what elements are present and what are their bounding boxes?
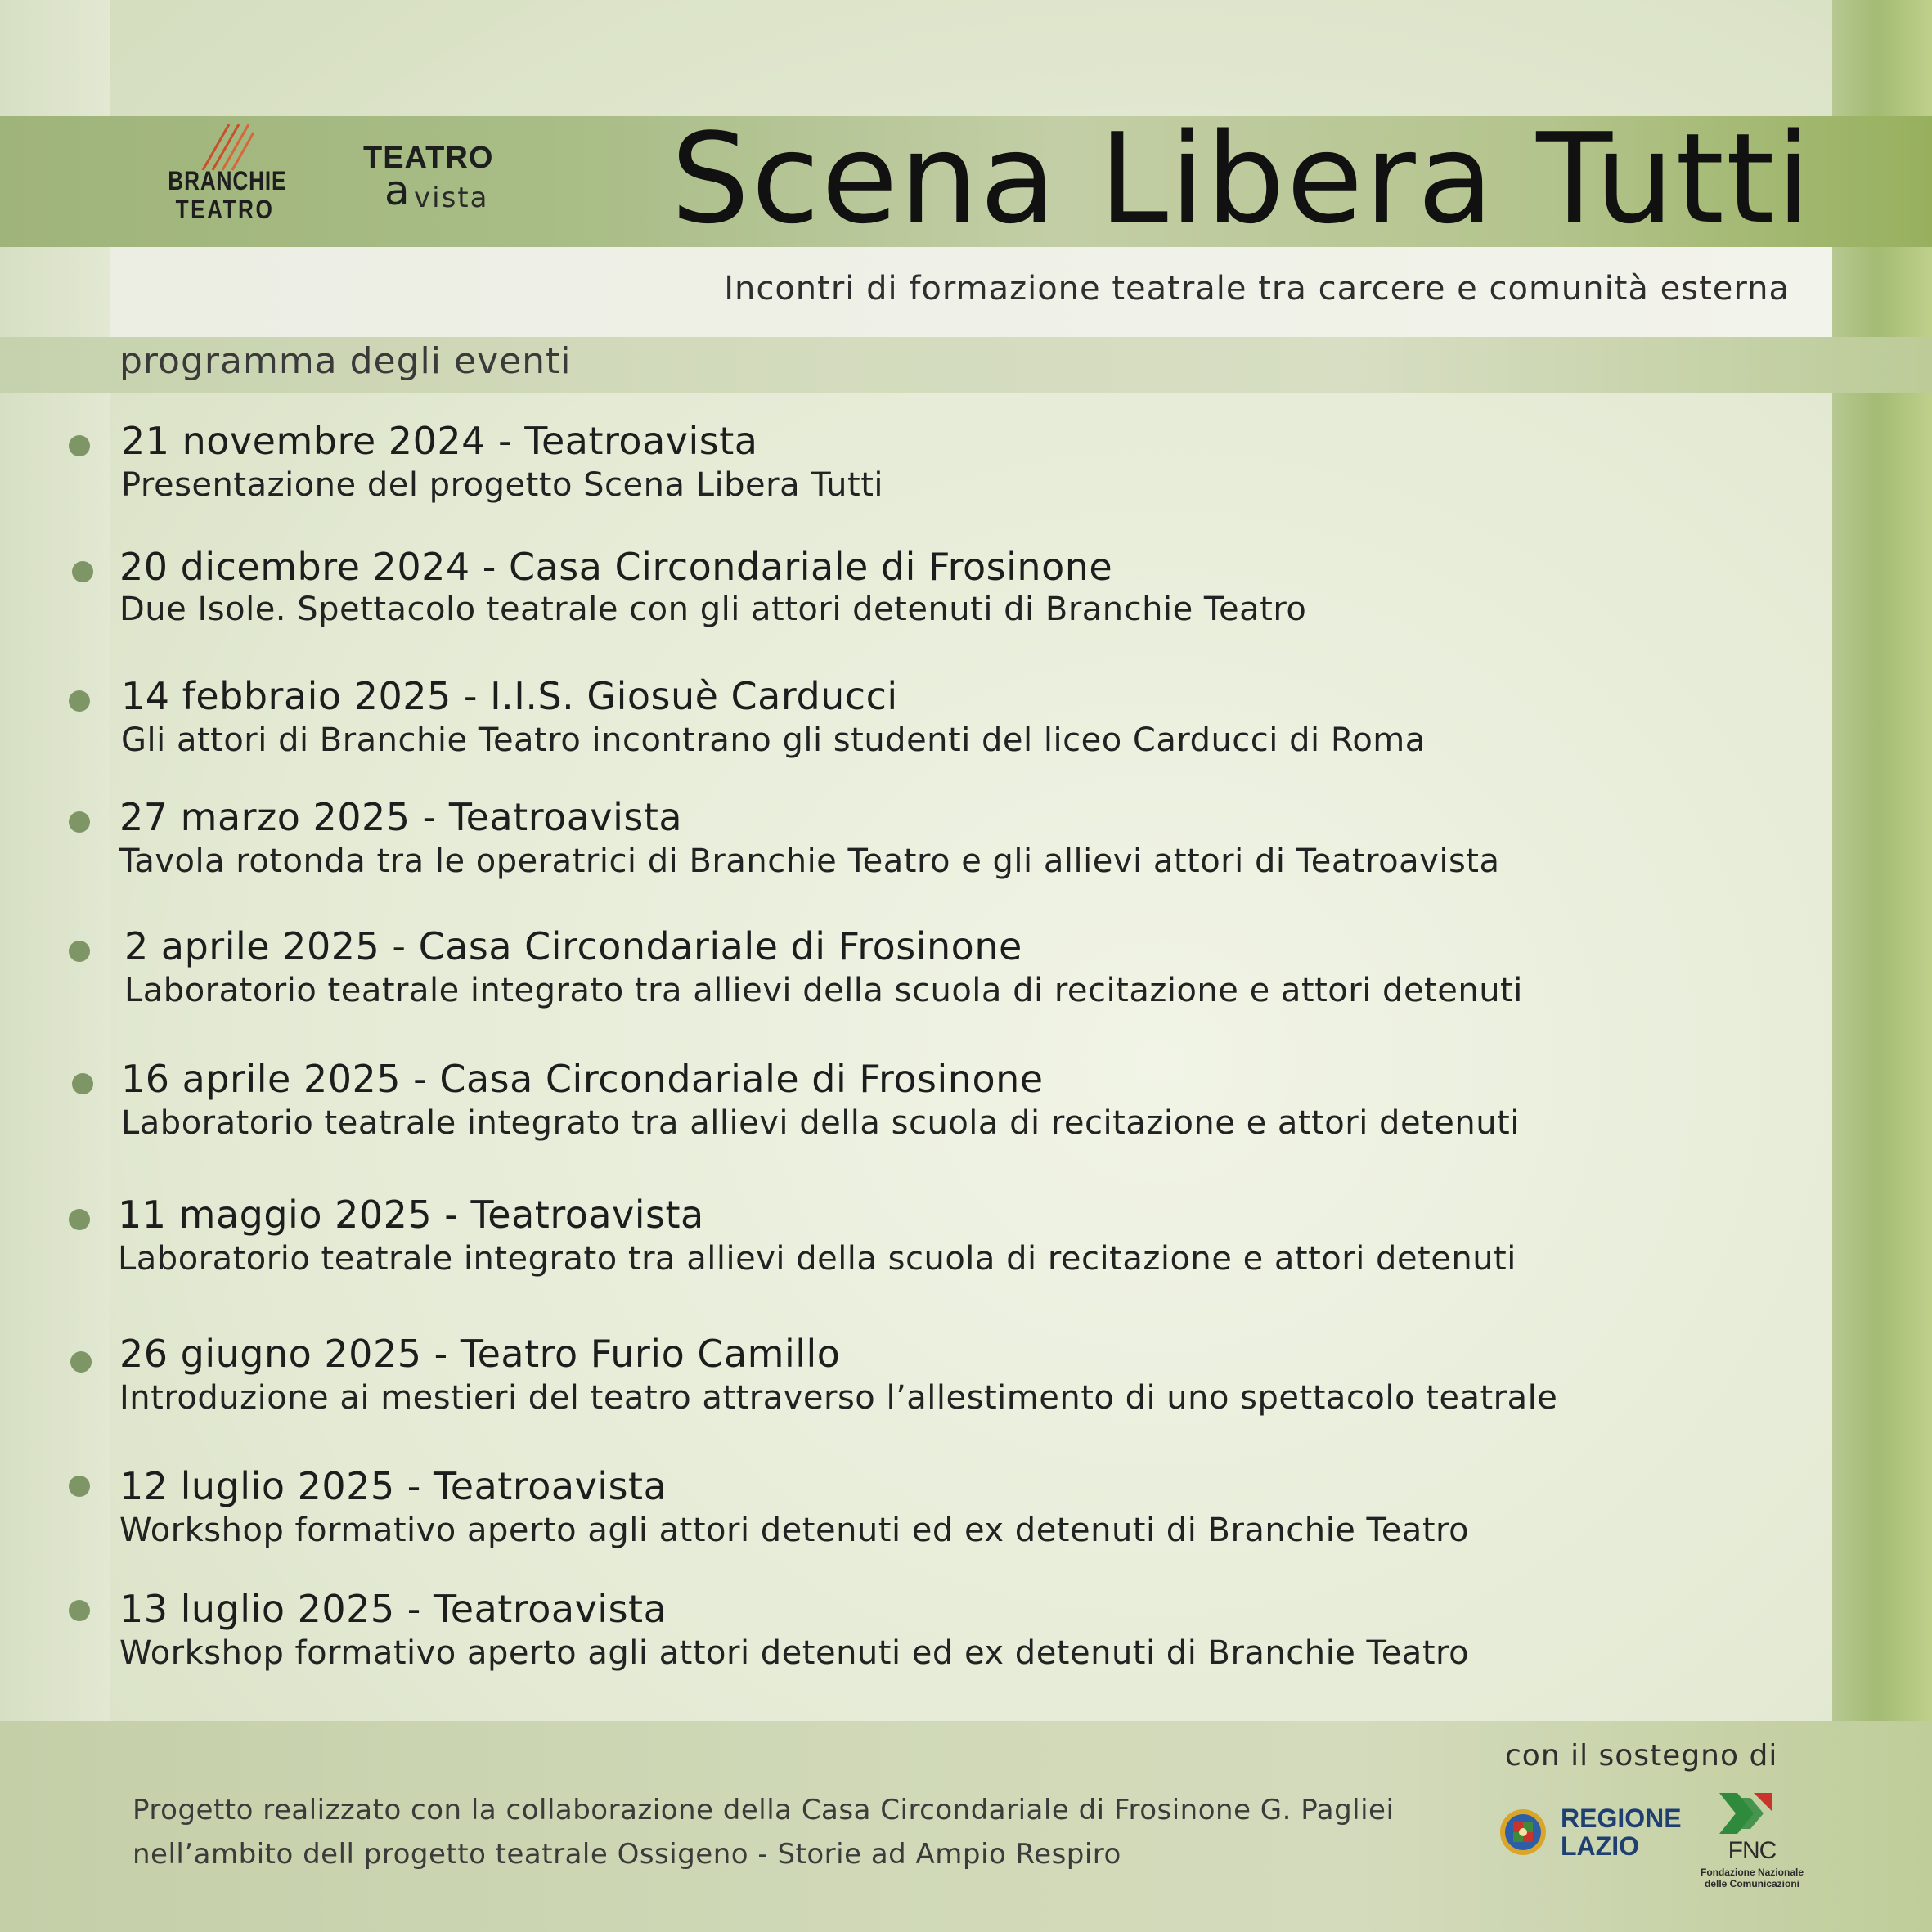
teatroavista-logo-line2: vista	[414, 182, 489, 214]
bullet-icon	[69, 1209, 90, 1230]
bullet-icon	[69, 1476, 90, 1497]
regione-lazio-emblem-icon	[1498, 1808, 1548, 1857]
teatroavista-logo-line1: TEATRO	[363, 141, 494, 175]
page-title: Scena Libera Tutti	[671, 106, 1813, 251]
footer-note	[133, 1788, 1394, 1876]
right-band	[1832, 0, 1932, 1932]
bullet-icon	[72, 561, 93, 582]
fnc-full-line1: Fondazione Nazionale	[1700, 1867, 1804, 1878]
event-heading: 27 marzo 2025 - Teatroavista	[119, 795, 683, 839]
bullet-icon	[69, 811, 90, 833]
branchie-logo-line2: TEATRO	[175, 195, 275, 224]
event-description: Due Isole. Spettacolo teatrale con gli attori detenuti di Branchie Teatro	[119, 591, 1307, 628]
branchie-teatro-logo	[155, 119, 294, 233]
teatroavista-logo-a: a	[384, 167, 410, 214]
fnc-logo	[1687, 1791, 1817, 1898]
event-heading: 16 aprile 2025 - Casa Circondariale di Frosinone	[121, 1057, 1044, 1101]
regione-line1: REGIONE	[1561, 1804, 1682, 1833]
event-description: Laboratorio teatrale integrato tra allievi della scuola di recitazione e attori detenuti	[121, 1104, 1520, 1142]
event-description: Tavola rotonda tra le operatrici di Branchie Teatro e gli allievi attori di Teatroavista	[119, 842, 1500, 880]
branchie-strokes-icon	[196, 123, 254, 172]
bullet-icon	[69, 435, 90, 456]
event-description: Gli attori di Branchie Teatro incontrano gli studenti del liceo Carducci di Roma	[121, 721, 1426, 759]
bullet-icon	[69, 690, 90, 712]
branchie-logo-line1: BRANCHIE	[168, 166, 287, 195]
event-heading: 21 novembre 2024 - Teatroavista	[121, 419, 758, 463]
event-heading: 2 aprile 2025 - Casa Circondariale di Frosinone	[124, 924, 1022, 968]
event-description: Workshop formativo aperto agli attori detenuti ed ex detenuti di Branchie Teatro	[119, 1512, 1470, 1549]
bullet-icon	[70, 1351, 92, 1373]
event-heading: 20 dicembre 2024 - Casa Circondariale di Frosinone	[119, 545, 1113, 589]
event-heading: 11 maggio 2025 - Teatroavista	[118, 1193, 704, 1237]
event-description: Laboratorio teatrale integrato tra allievi della scuola di recitazione e attori detenuti	[124, 972, 1523, 1009]
event-description: Presentazione del progetto Scena Libera Tutti	[121, 466, 883, 504]
fnc-full-name	[1687, 1867, 1817, 1889]
bullet-icon	[69, 1600, 90, 1621]
footer-note-line1: Progetto realizzato con la collaborazione della Casa Circondariale di Frosinone G. Pagliei	[133, 1794, 1395, 1826]
bullet-icon	[72, 1073, 93, 1094]
regione-line2: LAZIO	[1561, 1831, 1639, 1861]
event-heading: 12 luglio 2025 - Teatroavista	[119, 1464, 667, 1508]
fnc-abbr: FNC	[1728, 1837, 1777, 1864]
teatroavista-logo	[360, 141, 515, 222]
left-band	[0, 0, 110, 1932]
section-title: programma degli eventi	[119, 340, 572, 382]
fnc-arrows-icon	[1718, 1791, 1772, 1835]
event-description: Workshop formativo aperto agli attori detenuti ed ex detenuti di Branchie Teatro	[119, 1634, 1470, 1672]
regione-lazio-logo	[1498, 1801, 1682, 1867]
event-heading: 26 giugno 2025 - Teatro Furio Camillo	[119, 1332, 841, 1376]
regione-lazio-text	[1561, 1804, 1682, 1860]
event-description: Introduzione ai mestieri del teatro attraverso l’allestimento di uno spettacolo teatrale	[119, 1379, 1558, 1417]
bullet-icon	[69, 941, 90, 962]
event-description: Laboratorio teatrale integrato tra allievi della scuola di recitazione e attori detenuti	[118, 1240, 1516, 1278]
fnc-full-line2: delle Comunicazioni	[1704, 1878, 1799, 1889]
page-subtitle: Incontri di formazione teatrale tra carcere e comunità esterna	[724, 270, 1790, 308]
event-heading: 14 febbraio 2025 - I.I.S. Giosuè Carducci	[121, 674, 898, 718]
support-label: con il sostegno di	[1505, 1739, 1778, 1772]
footer-note-line2: nell’ambito dell progetto teatrale Ossigeno - Storie ad Ampio Respiro	[133, 1838, 1121, 1871]
event-heading: 13 luglio 2025 - Teatroavista	[119, 1587, 667, 1631]
